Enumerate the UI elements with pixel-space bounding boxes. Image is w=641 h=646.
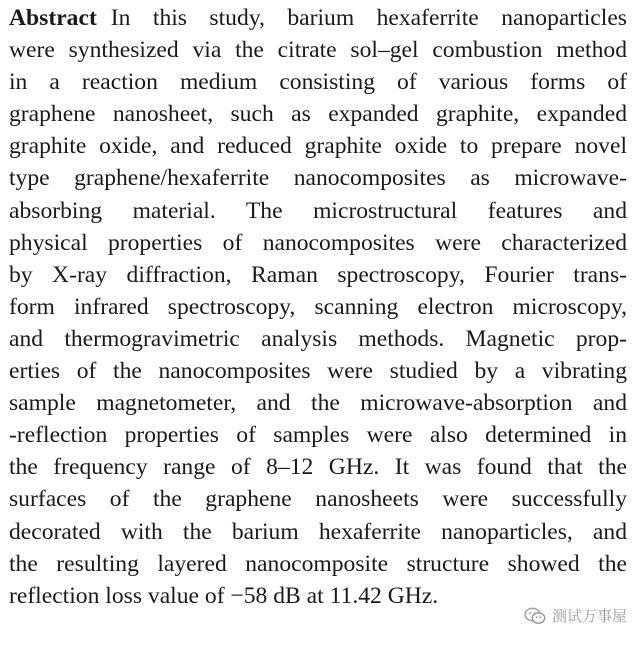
wechat-icon <box>524 607 546 625</box>
abstract-line: and thermogravimetric analysis methods. Magnetic prop- <box>9 325 627 352</box>
abstract-line: were synthesized via the citrate sol–gel combustion method <box>9 37 627 64</box>
abstract-line: graphene nanosheet, such as expanded graphite, expanded <box>9 101 627 128</box>
abstract-line: form infrared spectroscopy, scanning electron microscopy, <box>9 293 627 320</box>
abstract-line: sample magnetometer, and the microwave-absorption and <box>9 390 627 417</box>
abstract-line: -reflection properties of samples were also determined in <box>9 422 627 449</box>
abstract-line: by X-ray diffraction, Raman spectroscopy, Fourier trans- <box>9 261 627 288</box>
abstract-block <box>9 2 627 612</box>
abstract-line: the frequency range of 8–12 GHz. It was found that the <box>9 454 627 481</box>
abstract-line: absorbing material. The microstructural features and <box>9 197 627 224</box>
abstract-line: in a reaction medium consisting of various forms of <box>9 69 627 96</box>
abstract-line: graphite oxide, and reduced graphite oxide to prepare novel <box>9 133 627 160</box>
abstract-line: surfaces of the graphene nanosheets were successfully <box>9 486 627 513</box>
abstract-text: In this study, barium hexaferrite nanoparticles <box>110 5 627 31</box>
abstract-line: physical properties of nanocomposites were characterized <box>9 229 627 256</box>
abstract-label: Abstract <box>9 5 97 31</box>
watermark-text: 测试万事屋 <box>551 607 627 625</box>
abstract-line: erties of the nanocomposites were studied by a vibrating <box>9 358 627 385</box>
watermark <box>524 605 627 626</box>
abstract-line: reflection loss value of −58 dB at 11.42 GHz. <box>9 582 439 609</box>
abstract-line: decorated with the barium hexaferrite nanoparticles, and <box>9 518 627 545</box>
abstract-line <box>9 2 627 34</box>
abstract-line: the resulting layered nanocomposite structure showed the <box>9 550 627 577</box>
abstract-line: type graphene/hexaferrite nanocomposites as microwave- <box>9 165 627 192</box>
